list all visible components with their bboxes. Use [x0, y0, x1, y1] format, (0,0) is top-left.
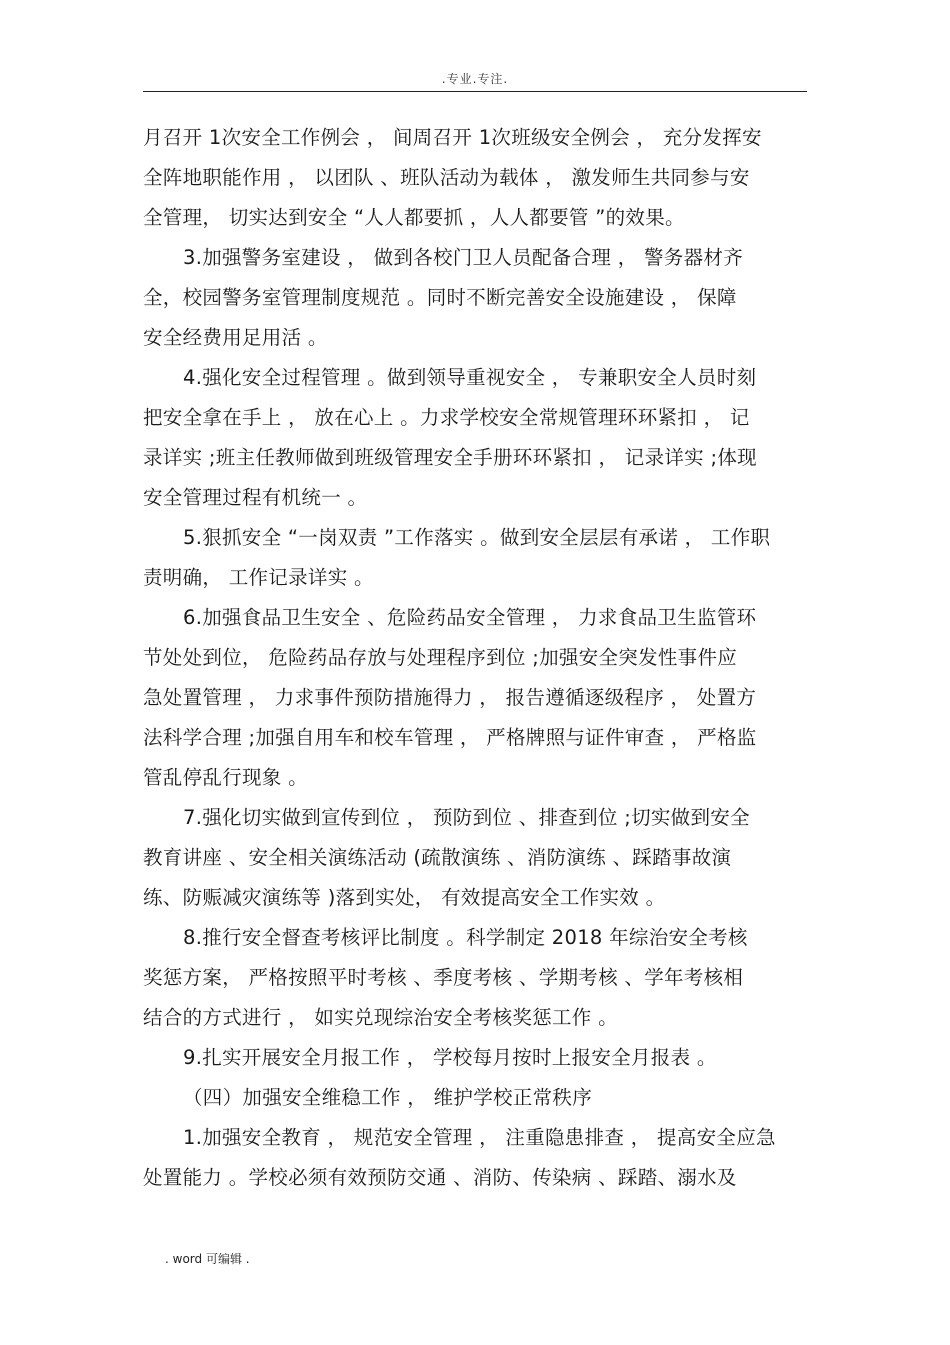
text-line: 1.加强安全教育 ， 规范安全管理 ， 注重隐患排查 ， 提高安全应急	[183, 1126, 776, 1149]
text-line: 9.扎实开展安全月报工作 ， 学校每月按时上报安全月报表 。	[183, 1046, 717, 1069]
text-line: 5.狠抓安全 “一岗双责 ”工作落实 。做到安全层层有承诺 ， 工作职	[183, 526, 771, 549]
text-line: （四）加强安全维稳工作 ， 维护学校正常秩序	[183, 1086, 592, 1109]
text-line: 录详实 ;班主任教师做到班级管理安全手册环环紧扣 ， 记录详实 ;体现	[143, 446, 757, 469]
text-line: 全阵地职能作用 ， 以团队 、班队活动为载体 ， 激发师生共同参与安	[143, 166, 750, 189]
text-line: 全管理， 切实达到安全 “人人都要抓 ，人人都要管 ”的效果。	[143, 206, 685, 229]
text-line: 处置能力 。学校必须有效预防交通 、消防、传染病 、踩踏、溺水及	[143, 1166, 737, 1189]
text-line: 安全经费用足用活 。	[143, 326, 328, 349]
text-line: 教育讲座 、安全相关演练活动 (疏散演练 、消防演练 、踩踏事故演	[143, 846, 732, 869]
text-line: 管乱停乱行现象 。	[143, 766, 308, 789]
text-line: 急处置管理 ， 力求事件预防措施得力 ， 报告遵循逐级程序 ， 处置方	[143, 686, 757, 709]
text-line: 奖惩方案， 严格按照平时考核 、季度考核 、学期考核 、学年考核相	[143, 966, 744, 989]
text-line: 全，校园警务室管理制度规范 。同时不断完善安全设施建设 ， 保障	[143, 286, 737, 309]
text-line: 6.加强食品卫生安全 、危险药品安全管理 ， 力求食品卫生监管环	[183, 606, 757, 629]
text-line: 3.加强警务室建设 ， 做到各校门卫人员配备合理 ， 警务器材齐	[183, 246, 743, 269]
document-body	[143, 118, 807, 1198]
text-line: 7.强化切实做到宣传到位 ， 预防到位 、排查到位 ;切实做到安全	[183, 806, 750, 829]
text-line: 4.强化安全过程管理 。做到领导重视安全 ， 专兼职安全人员时刻	[183, 366, 757, 389]
text-line: 责明确， 工作记录详实 。	[143, 566, 374, 589]
page-footer: . word 可编辑 .	[165, 1252, 250, 1266]
page-header: .专业.专注.	[441, 72, 509, 86]
text-line: 结合的方式进行 ， 如实兑现综治安全考核奖惩工作 。	[143, 1006, 618, 1029]
text-line: 法科学合理 ;加强自用车和校车管理 ， 严格牌照与证件审查 ， 严格监	[143, 726, 757, 749]
text-line: 8.推行安全督查考核评比制度 。科学制定 2018 年综治安全考核	[183, 926, 748, 949]
text-line: 节处处到位， 危险药品存放与处理程序到位 ;加强安全突发性事件应	[143, 646, 738, 669]
text-line: 安全管理过程有机统一 。	[143, 486, 368, 509]
text-line: 练、防赈减灾演练等 )落到实处， 有效提高安全工作实效 。	[143, 886, 666, 909]
text-line: 月召开 1次安全工作例会 ， 间周召开 1次班级安全例会 ， 充分发挥安	[143, 126, 762, 149]
header-divider	[143, 91, 807, 92]
text-line: 把安全拿在手上 ， 放在心上 。力求学校安全常规管理环环紧扣 ， 记	[143, 406, 750, 429]
